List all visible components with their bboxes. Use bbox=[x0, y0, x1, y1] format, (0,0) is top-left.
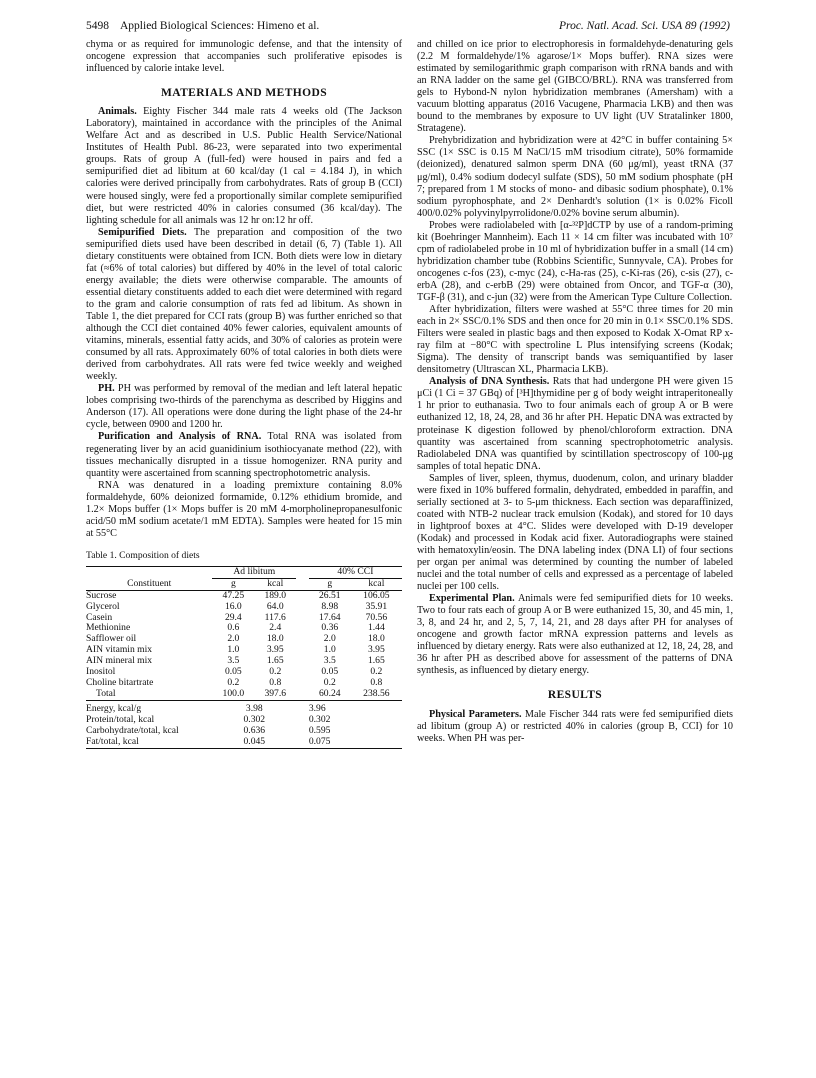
ph-paragraph: PH. PH was performed by removal of the median and left lateral hepatic lobes comprising two-thirds of the parenchyma as described by Higgins and Anderson (17). All operations were done during the light phase of the 24-hr cycle, between 0900 and 1200 hr. bbox=[86, 383, 402, 431]
column-header-g: g bbox=[327, 577, 333, 589]
table-summary-row: Carbohydrate/total, kcal 0.636 0.595 bbox=[86, 725, 331, 737]
washing-paragraph: After hybridization, filters were washed at 55°C three times for 20 min each in 2× SSC/0.1% SDS and then once for 20 min in 0.1× SSC/0.1% SDS. Filters were sealed in plastic bags and then exposed to Kodak X-Omat RP x-ray film at −80°C with spectroline L Plus intensifying screens (Kodak; Sigma). The density of transcript bands was semiquantified by laser densitometry (Ultrascan XL, Pharmacia LKB). bbox=[417, 304, 733, 376]
probes-paragraph: Probes were radiolabeled with [α-³²P]dCTP by use of a random-priming kit (Boehringer Mannheim). Each 11 × 14 cm filter was incubated with 10⁷ cpm of radiolabeled probe in 10 ml of hybridization buffer in a small (14 cm) hybridization chamber tube (Robbins Scientific, Sunnyvale, CA). Probes for oncogenes c-fos (23), c-myc (24), c-Ha-ras (25), c-Ki-ras (26), c-sis (27), c-erbA (28), and c-erbB (29) were obtained from Oncor, and TGF-α (30), TGF-β (31), and c-jun (32) were from the American Type Culture Collection. bbox=[417, 219, 733, 303]
section-heading-results: RESULTS bbox=[547, 689, 603, 702]
left-column bbox=[86, 39, 402, 749]
right-column bbox=[417, 39, 733, 745]
run-in-heading: Purification and Analysis of RNA. bbox=[98, 431, 262, 443]
run-in-heading: Experimental Plan. bbox=[429, 593, 515, 605]
physical-parameters-paragraph: Physical Parameters. Male Fischer 344 rats were fed semipurified diets ad libitum (group A) or restricted 40% in calories (group B, CCI) for 10 weeks. When PH was per- bbox=[417, 708, 733, 744]
run-in-heading: Semipurified Diets. bbox=[98, 226, 187, 238]
table-caption: Table 1. Composition of diets bbox=[86, 549, 200, 561]
page-number: 5498 bbox=[86, 20, 109, 32]
table-row: Casein 29.4 117.6 17.64 70.56 bbox=[86, 611, 388, 623]
column-header-kcal: kcal bbox=[267, 577, 284, 589]
table-row: Safflower oil 2.0 18.0 2.0 18.0 bbox=[86, 633, 385, 645]
run-in-heading: Analysis of DNA Synthesis. bbox=[429, 376, 550, 388]
table-row: AIN vitamin mix 1.0 3.95 1.0 3.95 bbox=[86, 644, 385, 656]
run-in-heading: PH. bbox=[98, 383, 115, 395]
column-header-g: g bbox=[230, 577, 236, 589]
table-row: Methionine 0.6 2.4 0.36 1.44 bbox=[86, 622, 385, 634]
intro-paragraph: chyma or as required for immunologic defense, and that the intensity of oncogene expression that accompanies such proliferative episodes is influenced by calorie intake level. bbox=[86, 39, 402, 75]
animals-paragraph: Animals. Eighty Fischer 344 male rats 4 weeks old (The Jackson Laboratory), maintained in accordance with the principles of the Animal Welfare Act and as described in U.S. Public Health Service/National Institutes of Health Publ. 86-23, were separated into two experimental groups. Rats of group A (full-fed) were housed in pairs and fed a semipurified diet ad libitum at 60 kcal/day (1 cal = 4.184 J), in which calories were derived principally from carbohydrates. Rats of group B (CCI) were housed singly, were fed a proportionally similar complete semipurified diet, but were restricted 40% in calories consumed (36 kcal/day). The lighting schedule for all animals was 12 hr on:12 hr off. bbox=[86, 106, 403, 226]
journal-citation: Proc. Natl. Acad. Sci. USA 89 (1992) bbox=[559, 20, 730, 32]
table-total-row: Total 100.0 397.6 60.24 238.56 bbox=[86, 689, 402, 700]
electrophoresis-paragraph: and chilled on ice prior to electrophoresis in formaldehyde-denaturing gels (2.2 M formaldehyde/1% agarose/1× Mops buffer). RNA sizes were estimated by semilogarithmic graph comparison with rRNA bands and with an RNA ladder on the same gel (GIBCO/BRL). RNA was transferred from gels to Hybond-N nylon hybridization membranes (Amersham) with a vacuum blotting apparatus (2016 Vacugene, Pharmacia LKB) and then was bound to the membranes by exposure to UV light (UV Stratalinker 1800, Stratagene). bbox=[417, 39, 733, 135]
table-summary-row: Energy, kcal/g 3.98 3.96 bbox=[86, 703, 326, 715]
group-header-cci: 40% CCI bbox=[309, 566, 402, 578]
rna-denature-paragraph: RNA was denatured in a loading premixture containing 8.0% formaldehyde, 60% deionized formamide, 0.12% ethidium bromide, and 1.2× Mops buffer (1× Mops buffer is 20 mM 4-morpholinepropanesulfonic acid/50 mM sodium acetate/1 mM EDTA). Samples were heated for 15 min at 55°C bbox=[86, 479, 402, 539]
table-row: Glycerol 16.0 64.0 8.98 35.91 bbox=[86, 600, 388, 612]
table-row: Inositol 0.05 0.2 0.05 0.2 bbox=[86, 666, 383, 678]
rna-paragraph: Purification and Analysis of RNA. Total RNA was isolated from regenerating liver by an acid guanidinium isothiocyanate method (22), with tissues mechanically disrupted in a tissue homogenizer. RNA purity and quantity were ascertained from scanning spectrophotometric analysis. bbox=[86, 431, 402, 479]
table-summary-row: Protein/total, kcal 0.302 0.302 bbox=[86, 714, 331, 726]
run-in-heading: Animals. bbox=[98, 106, 137, 118]
dna-synthesis-paragraph: Analysis of DNA Synthesis. Rats that had undergone PH were given 15 μCi (1 Ci = 37 GBq) of [³H]thymidine per g of body weight intraperitoneally 1 hr prior to euthanasia. Two to four animals each of group A or B were euthanized 12, 18, 24, 28, and 36 hr after PH. Hepatic DNA was extracted by proteinase K digestion followed by phenol/chloroform extraction. DNA quantity was ascertained from scanning spectrophotometric analysis. Radiolabeled DNA was quantified by scintillation spectroscopy of 100-μg samples of total hepatic DNA. bbox=[417, 376, 734, 472]
section-heading-methods: MATERIALS AND METHODS bbox=[160, 87, 327, 100]
experimental-plan-paragraph: Experimental Plan. Animals were fed semipurified diets for 10 weeks. Two to four rats each of group A or B were euthanized 15, 30, and 45 min, 1, 3, 8, and 24 hr, and 2, 5, 7, 14, 21, and 28 days after PH for analyses of oncogene and growth factor mRNA expression patterns and levels as influenced by dietary energy. Rats were also euthanized at 12, 18, 24, 28, and 36 hr after PH as described above for assessment of the patterns of DNA synthesis, as influenced by dietary energy. bbox=[417, 593, 734, 677]
table-row: Choline bitartrate 0.2 0.8 0.2 0.8 bbox=[86, 676, 383, 688]
section-name: Applied Biological Sciences: Himeno et al. bbox=[120, 20, 320, 32]
diets-paragraph: Semipurified Diets. The preparation and composition of the two semipurified diets used have been described in detail (6, 7) (Table 1). All dietary constituents were obtained from ICN. Both diets were low in dietary fat (≈6% of total calories) but differed by 40% in the level of total caloric energy available; the diets were otherwise comparable. The amounts of essential dietary constituents added to each diet were determined with regard to the gram and calorie consumption of rats fed ad libitum. As shown in Table 1, the diet prepared for CCI rats (group B) was further enriched so that although the CCI diet contained 40% fewer calories, equivalent amounts of vitamins, minerals, essential fatty acids, and 30% of calories as protein were consumed by all rats. Approximately 60% of total calories in both diets were derived from carbohydrates. All rats were fed twice weekly and weighed weekly. bbox=[86, 226, 402, 383]
column-header-kcal: kcal bbox=[368, 577, 385, 589]
table-row: Sucrose 47.25 189.0 26.51 106.05 bbox=[86, 589, 390, 601]
run-in-heading: Physical Parameters. bbox=[429, 708, 522, 720]
group-header-ad-libitum: Ad libitum bbox=[212, 566, 296, 578]
histology-paragraph: Samples of liver, spleen, thymus, duodenum, colon, and urinary bladder were fixed in 10% buffered formalin, dehydrated, embedded in paraffin, and serially sectioned at 3- to 5-μm thickness. Each section was deparaffinized, coated with NTB-2 nuclear track emulsion (Kodak), and stored for 10 days in lightproof boxes at 4°C. Slides were developed with D-19 developer (Kodak) and processed in Kodak acid fixer. Autoradiographs were stained with hematoxylin/eosin. The DNA labeling index (DNA LI) of four sections per organ per animal was determined by counting the number of labeled nuclei and the total number of cells and expressed as a percentage of labeled nuclei per 100 cells. bbox=[417, 472, 733, 593]
column-header-constituent: Constituent bbox=[127, 577, 172, 589]
hybridization-paragraph: Prehybridization and hybridization were at 42°C in buffer containing 5× SSC (1× SSC is 0.15 M NaCl/15 mM trisodium citrate), 50% formamide (deionized), denatured salmon sperm DNA (60 μg/ml), yeast tRNA (37 μg/ml), 0.4% sodium dodecyl sulfate (SDS), 50 mM sodium phosphate (pH 7; prepared from 1 M stocks of mono- and dibasic sodium phosphate), 0.1% sodium pyrophosphate, and 2× Denhardt's solution (1× is 0.02% Ficoll 400/0.02% polyvinylpyrrolidone/0.02% bovine serum albumin). bbox=[417, 135, 733, 219]
diet-composition-table bbox=[86, 566, 402, 749]
table-summary-row: Fat/total, kcal 0.045 0.075 bbox=[86, 737, 402, 748]
table-row: AIN mineral mix 3.5 1.65 3.5 1.65 bbox=[86, 655, 385, 667]
